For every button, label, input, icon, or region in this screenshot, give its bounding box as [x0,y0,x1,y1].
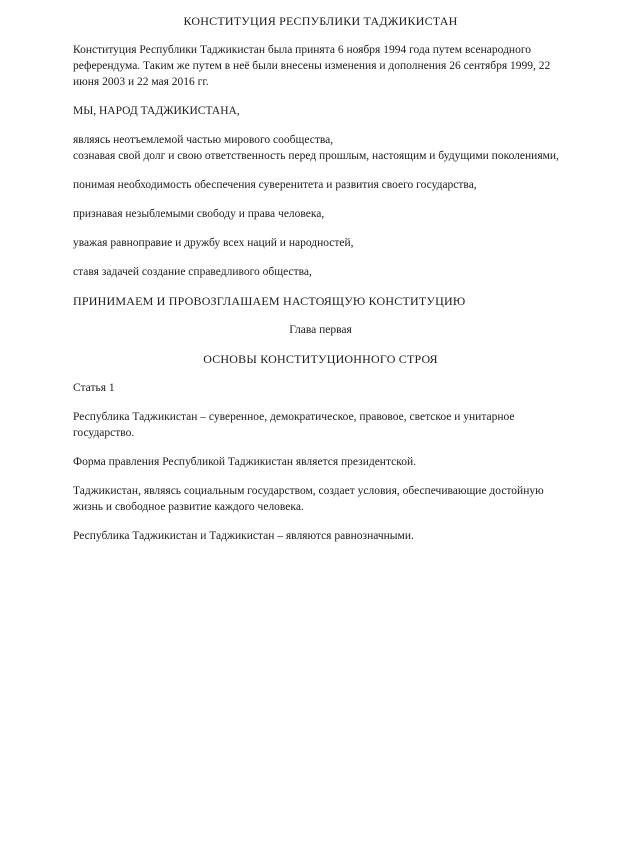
preamble-clause-equality: уважая равноправие и дружбу всех наций и народностей, [73,237,354,249]
intro-paragraph: Конституция Республики Таджикистан была принята 6 ноября 1994 года путем всенародного референдума. Таким же путем в неё были внесены изменения и дополнения 26 сентября 1999, 22 июня 2003 и 22 мая 2016 гг. [73,44,551,88]
preamble-clause-rights: признавая незыблемыми свободу и права человека, [73,208,325,220]
preamble-clause-society: ставя задачей создание справедливого общества, [73,266,312,278]
article-paragraph-name-equivalence: Республика Таджикистан и Таджикистан – являются равнозначными. [73,530,414,542]
preamble-clause-group [73,132,568,164]
preamble-closing: ПРИНИМАЕМ И ПРОВОЗГЛАШАЕМ НАСТОЯЩУЮ КОНСТИТУЦИЮ [73,294,466,308]
preamble-clause-sovereignty: понимая необходимость обеспечения суверенитета и развития своего государства, [73,179,477,191]
document-page [0,13,640,841]
chapter-heading: ОСНОВЫ КОНСТИТУЦИОННОГО СТРОЯ [203,352,438,366]
preamble-clause-duty: сознавая свой долг и свою ответственность перед прошлым, настоящим и будущими поколениями, [73,150,559,162]
article-paragraph-government-form: Форма правления Республикой Таджикистан является президентской. [73,456,417,468]
article-label: Статья 1 [73,382,115,394]
document-title: КОНСТИТУЦИЯ РЕСПУБЛИКИ ТАДЖИКИСТАН [183,14,458,28]
preamble-clause-membership: являясь неотъемлемой частью мирового сообщества, [73,134,334,146]
preamble-heading: МЫ, НАРОД ТАДЖИКИСТАНА, [73,105,240,117]
article-paragraph-social-state: Таджикистан, являясь социальным государством, создает условия, обеспечивающие достойную жизнь и свободное развитие каждого человека. [73,485,544,513]
chapter-label: Глава первая [289,324,352,336]
article-paragraph-state-definition: Республика Таджикистан – суверенное, демократическое, правовое, светское и унитарное государство. [73,411,515,439]
